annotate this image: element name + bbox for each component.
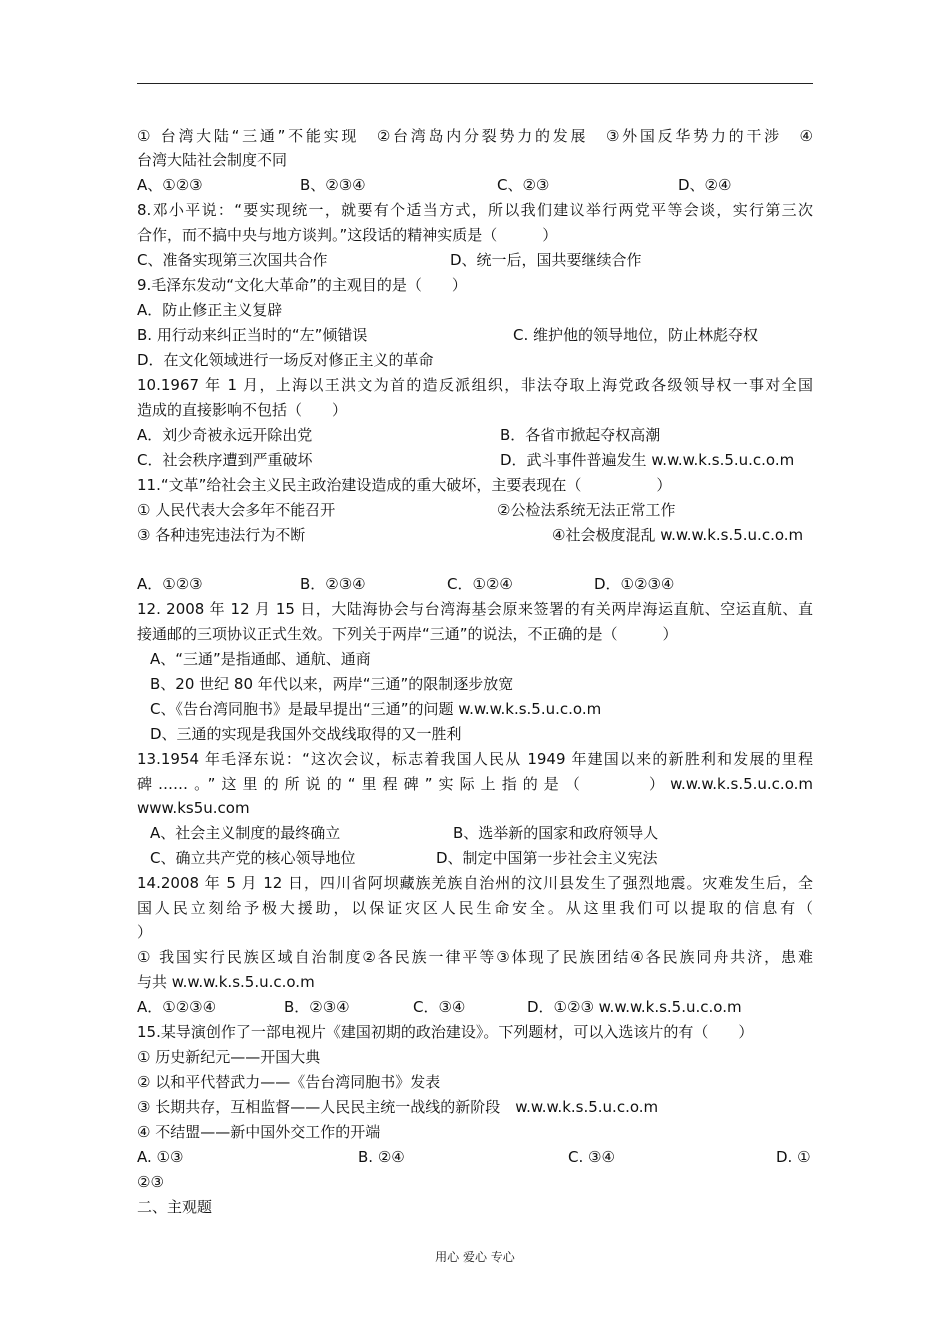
q8-stem-line2: 合作，而不搞中央与地方谈判。”这段话的精神实质是（ ） — [137, 226, 558, 244]
q14-items-line2: 与共 w.w.w.k.s.5.u.c.o.m — [137, 973, 315, 991]
q7-answer-d: D、②④ — [678, 176, 732, 194]
q11-answer-b: B．②③④ — [300, 575, 366, 593]
q14-answer-a: A．①②③④ — [137, 998, 217, 1016]
q11-item-4: ④社会极度混乱 w.w.w.k.s.5.u.c.o.m — [552, 526, 804, 544]
page-footer: 用心 爱心 专心 — [435, 1250, 515, 1264]
q11-item-1: ① 人民代表大会多年不能召开 — [137, 501, 336, 519]
q12-answer-d: D、三通的实现是我国外交战线取得的又一胜利 — [150, 725, 462, 743]
q7-answer-b: B、②③④ — [300, 176, 366, 194]
q14-answer-d: D．①②③ w.w.w.k.s.5.u.c.o.m — [527, 998, 742, 1016]
q12-stem-line2: 接通邮的三项协议正式生效。下列关于两岸“三通”的说法，不正确的是（ ） — [137, 625, 678, 643]
q8-stem-line1: 8.邓小平说：“要实现统一，就要有个适当方式，所以我们建议举行两党平等会谈，实行第三次 — [137, 201, 813, 219]
q12-answer-a: A、“三通”是指通邮、通航、通商 — [150, 650, 371, 668]
q14-answer-c: C．③④ — [413, 998, 466, 1016]
q13-stem-line2: 碑……。”这里的所说的“里程碑”实际上指的是（ ）w.w.w.k.s.5.u.c.o.m — [137, 775, 813, 793]
q11-stem: 11.“文革”给社会主义民主政治建设造成的重大破坏，主要表现在（ ） — [137, 476, 672, 494]
q12-answer-c: C、《告台湾同胞书》是最早提出“三通”的问题 w.w.w.k.s.5.u.c.o.m — [150, 700, 602, 718]
q12-stem-line1: 12. 2008 年 12 月 15 日，大陆海协会与台湾海基会原来签署的有关两岸海运直航、空运直航、直 — [137, 600, 813, 618]
q11-answer-d: D．①②③④ — [594, 575, 675, 593]
q8-answer-c: C、准备实现第三次国共合作 — [137, 251, 328, 269]
q15-answer-c: C. ③④ — [568, 1148, 615, 1166]
q15-answer-d-continued: ②③ — [137, 1173, 164, 1191]
section-heading-subjective: 二、主观题 — [137, 1198, 213, 1216]
q13-stem-line3: www.ks5u.com — [137, 799, 250, 817]
q11-answer-c: C．①②④ — [447, 575, 513, 593]
q15-item-4: ④ 不结盟——新中国外交工作的开端 — [137, 1123, 381, 1141]
q13-answer-a: A、社会主义制度的最终确立 — [150, 824, 341, 842]
q13-answer-c: C、确立共产党的核心领导地位 — [150, 849, 356, 867]
q10-answer-d: D．武斗事件普遍发生 w.w.w.k.s.5.u.c.o.m — [500, 451, 795, 469]
q8-answer-d: D、统一后，国共要继续合作 — [450, 251, 642, 269]
q7-options-line2: 台湾大陆社会制度不同 — [137, 151, 288, 169]
q11-answer-a: A．①②③ — [137, 575, 203, 593]
q15-stem: 15.某导演创作了一部电视片《建国初期的政治建设》。下列题材，可以入选该片的有（ ） — [137, 1023, 754, 1041]
q15-answer-b: B. ②④ — [358, 1148, 405, 1166]
q15-answer-d: D. ① — [776, 1148, 811, 1166]
q15-item-2: ② 以和平代替武力——《告台湾同胞书》发表 — [137, 1073, 441, 1091]
q10-answer-c: C．社会秩序遭到严重破坏 — [137, 451, 313, 469]
q10-answer-a: A．刘少奇被永远开除出党 — [137, 426, 313, 444]
q11-item-2: ②公检法系统无法正常工作 — [497, 501, 676, 519]
q14-stem-line2: 国人民立刻给予极大援助，以保证灾区人民生命安全。从这里我们可以提取的信息有（ — [137, 899, 813, 917]
q10-stem-line1: 10.1967 年 1 月，上海以王洪文为首的造反派组织，非法夺取上海党政各级领导权一事对全国 — [137, 376, 813, 394]
q7-answer-c: C、②③ — [497, 176, 550, 194]
q12-answer-b: B、20 世纪 80 年代以来，两岸“三通”的限制逐步放宽 — [150, 675, 514, 693]
q7-answer-a: A、①②③ — [137, 176, 203, 194]
q11-item-3: ③ 各种违宪违法行为不断 — [137, 526, 306, 544]
q14-answer-b: B．②③④ — [284, 998, 350, 1016]
q9-answer-c: C. 维护他的领导地位，防止林彪夺权 — [513, 326, 759, 344]
q14-stem-line1: 14.2008 年 5 月 12 日，四川省阿坝藏族羌族自治州的汶川县发生了强烈地震。灾难发生后，全 — [137, 874, 813, 892]
q14-items-line1: ① 我国实行民族区域自治制度②各民族一律平等③体现了民族团结④各民族同舟共济，患难 — [137, 948, 813, 966]
q15-answer-a: A. ①③ — [137, 1148, 184, 1166]
header-rule — [137, 83, 813, 84]
q9-answer-d: D．在文化领域进行一场反对修正主义的革命 — [137, 351, 434, 369]
q13-stem-line1: 13.1954 年毛泽东说：“这次会议，标志着我国人民从 1949 年建国以来的新胜利和发展的里程 — [137, 750, 813, 768]
q9-stem: 9.毛泽东发动“文化大革命”的主观目的是（ ） — [137, 276, 467, 294]
q13-answer-d: D、制定中国第一步社会主义宪法 — [436, 849, 658, 867]
q10-answer-b: B．各省市掀起夺权高潮 — [500, 426, 661, 444]
q7-options-line1: ① 台湾大陆“三通”不能实现 ②台湾岛内分裂势力的发展 ③外国反华势力的干涉 ④ — [137, 127, 813, 145]
q15-item-1: ① 历史新纪元——开国大典 — [137, 1048, 321, 1066]
q13-answer-b: B、选举新的国家和政府领导人 — [453, 824, 659, 842]
q14-stem-line3: ） — [137, 923, 153, 941]
q10-stem-line2: 造成的直接影响不包括（ ） — [137, 401, 348, 419]
q15-item-3: ③ 长期共存，互相监督——人民民主统一战线的新阶段 w.w.w.k.s.5.u.c.o.m — [137, 1098, 659, 1116]
q9-answer-b: B. 用行动来纠正当时的“左”倾错误 — [137, 326, 368, 344]
q9-answer-a: A．防止修正主义复辟 — [137, 301, 283, 319]
